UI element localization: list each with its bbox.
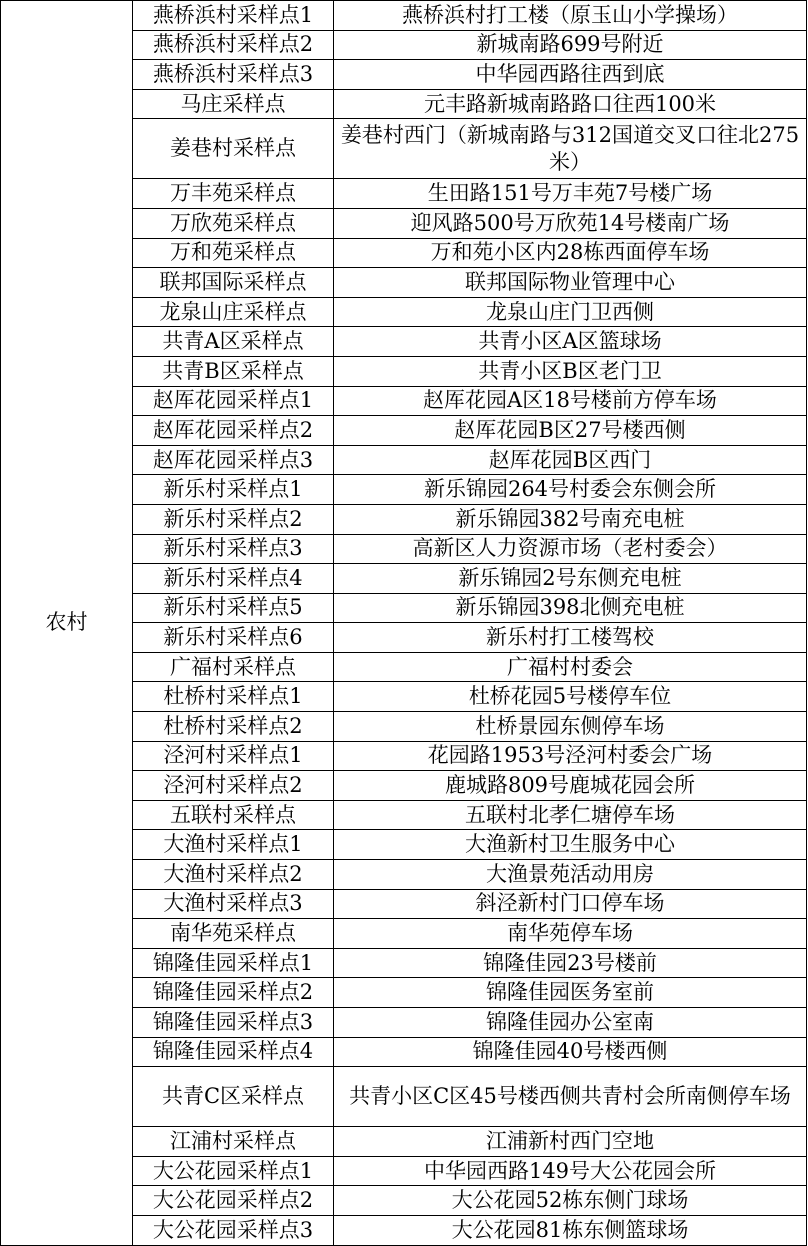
site-address-cell: 大渔景苑活动用房 xyxy=(334,860,807,890)
site-name-cell: 大渔村采样点3 xyxy=(133,889,334,919)
site-address-cell: 锦隆佳园23号楼前 xyxy=(334,948,807,978)
site-name-cell: 广福村采样点 xyxy=(133,652,334,682)
site-address-cell: 南华苑停车场 xyxy=(334,919,807,949)
site-name-cell: 赵厍花园采样点2 xyxy=(133,416,334,446)
site-address-cell: 锦隆佳园办公室南 xyxy=(334,1008,807,1038)
site-name-cell: 赵厍花园采样点1 xyxy=(133,386,334,416)
site-address-cell: 锦隆佳园40号楼西侧 xyxy=(334,1037,807,1067)
site-address-cell: 杜桥景园东侧停车场 xyxy=(334,712,807,742)
site-address-cell: 联邦国际物业管理中心 xyxy=(334,268,807,298)
site-name-cell: 新乐村采样点1 xyxy=(133,475,334,505)
site-address-cell: 新乐锦园382号南充电桩 xyxy=(334,504,807,534)
site-address-cell: 新城南路699号附近 xyxy=(334,30,807,60)
site-address-cell: 燕桥浜村打工楼（原玉山小学操场） xyxy=(334,1,807,31)
site-name-cell: 万欣苑采样点 xyxy=(133,208,334,238)
site-name-cell: 燕桥浜村采样点1 xyxy=(133,1,334,31)
site-address-cell: 共青小区B区老门卫 xyxy=(334,356,807,386)
site-address-cell: 新乐锦园398北侧充电桩 xyxy=(334,593,807,623)
site-name-cell: 杜桥村采样点2 xyxy=(133,712,334,742)
site-address-cell: 杜桥花园5号楼停车位 xyxy=(334,682,807,712)
site-name-cell: 联邦国际采样点 xyxy=(133,268,334,298)
site-address-cell: 大公花园81栋东侧篮球场 xyxy=(334,1215,807,1245)
site-name-cell: 共青C区采样点 xyxy=(133,1067,334,1127)
site-address-cell: 斜泾新村门口停车场 xyxy=(334,889,807,919)
site-name-cell: 万和苑采样点 xyxy=(133,238,334,268)
site-address-cell: 共青小区A区篮球场 xyxy=(334,327,807,357)
site-name-cell: 锦隆佳园采样点4 xyxy=(133,1037,334,1067)
site-name-cell: 泾河村采样点1 xyxy=(133,741,334,771)
site-name-cell: 大公花园采样点3 xyxy=(133,1215,334,1245)
site-address-cell: 生田路151号万丰苑7号楼广场 xyxy=(334,179,807,209)
site-address-cell: 鹿城路809号鹿城花园会所 xyxy=(334,771,807,801)
site-name-cell: 大渔村采样点1 xyxy=(133,830,334,860)
site-address-cell: 迎风路500号万欣苑14号楼南广场 xyxy=(334,208,807,238)
site-name-cell: 马庄采样点 xyxy=(133,89,334,119)
site-address-cell: 赵厍花园B区27号楼西侧 xyxy=(334,416,807,446)
site-name-cell: 赵厍花园采样点3 xyxy=(133,445,334,475)
site-address-cell: 新乐锦园264号村委会东侧会所 xyxy=(334,475,807,505)
site-name-cell: 新乐村采样点4 xyxy=(133,564,334,594)
site-name-cell: 南华苑采样点 xyxy=(133,919,334,949)
site-address-cell: 赵厍花园B区西门 xyxy=(334,445,807,475)
site-address-cell: 赵厍花园A区18号楼前方停车场 xyxy=(334,386,807,416)
site-name-cell: 大公花园采样点2 xyxy=(133,1186,334,1216)
site-address-cell: 中华园西路149号大公花园会所 xyxy=(334,1156,807,1186)
site-address-cell: 高新区人力资源市场（老村委会） xyxy=(334,534,807,564)
site-name-cell: 新乐村采样点5 xyxy=(133,593,334,623)
site-name-cell: 燕桥浜村采样点3 xyxy=(133,60,334,90)
site-address-cell: 姜巷村西门（新城南路与312国道交叉口往北275米） xyxy=(334,119,807,179)
site-name-cell: 龙泉山庄采样点 xyxy=(133,297,334,327)
site-address-cell: 花园路1953号泾河村委会广场 xyxy=(334,741,807,771)
site-address-cell: 锦隆佳园医务室前 xyxy=(334,978,807,1008)
site-name-cell: 五联村采样点 xyxy=(133,800,334,830)
site-name-cell: 杜桥村采样点1 xyxy=(133,682,334,712)
site-name-cell: 共青A区采样点 xyxy=(133,327,334,357)
site-name-cell: 共青B区采样点 xyxy=(133,356,334,386)
site-name-cell: 新乐村采样点2 xyxy=(133,504,334,534)
site-address-cell: 大渔新村卫生服务中心 xyxy=(334,830,807,860)
site-name-cell: 锦隆佳园采样点3 xyxy=(133,1008,334,1038)
site-address-cell: 新乐锦园2号东侧充电桩 xyxy=(334,564,807,594)
site-name-cell: 姜巷村采样点 xyxy=(133,119,334,179)
category-cell: 农村 xyxy=(1,1,133,1246)
site-name-cell: 锦隆佳园采样点1 xyxy=(133,948,334,978)
site-name-cell: 燕桥浜村采样点2 xyxy=(133,30,334,60)
site-address-cell: 广福村村委会 xyxy=(334,652,807,682)
site-address-cell: 共青小区C区45号楼西侧共青村会所南侧停车场 xyxy=(334,1067,807,1127)
site-name-cell: 新乐村采样点6 xyxy=(133,623,334,653)
site-address-cell: 中华园西路往西到底 xyxy=(334,60,807,90)
site-address-cell: 元丰路新城南路路口往西100米 xyxy=(334,89,807,119)
site-address-cell: 江浦新村西门空地 xyxy=(334,1127,807,1157)
table-row xyxy=(1,1,807,31)
site-address-cell: 万和苑小区内28栋西面停车场 xyxy=(334,238,807,268)
site-name-cell: 大公花园采样点1 xyxy=(133,1156,334,1186)
site-name-cell: 泾河村采样点2 xyxy=(133,771,334,801)
site-address-cell: 龙泉山庄门卫西侧 xyxy=(334,297,807,327)
site-name-cell: 万丰苑采样点 xyxy=(133,179,334,209)
site-name-cell: 江浦村采样点 xyxy=(133,1127,334,1157)
site-address-cell: 五联村北孝仁塘停车场 xyxy=(334,800,807,830)
site-name-cell: 大渔村采样点2 xyxy=(133,860,334,890)
table-body xyxy=(1,1,807,1246)
site-name-cell: 锦隆佳园采样点2 xyxy=(133,978,334,1008)
site-address-cell: 新乐村打工楼驾校 xyxy=(334,623,807,653)
site-address-cell: 大公花园52栋东侧门球场 xyxy=(334,1186,807,1216)
site-name-cell: 新乐村采样点3 xyxy=(133,534,334,564)
